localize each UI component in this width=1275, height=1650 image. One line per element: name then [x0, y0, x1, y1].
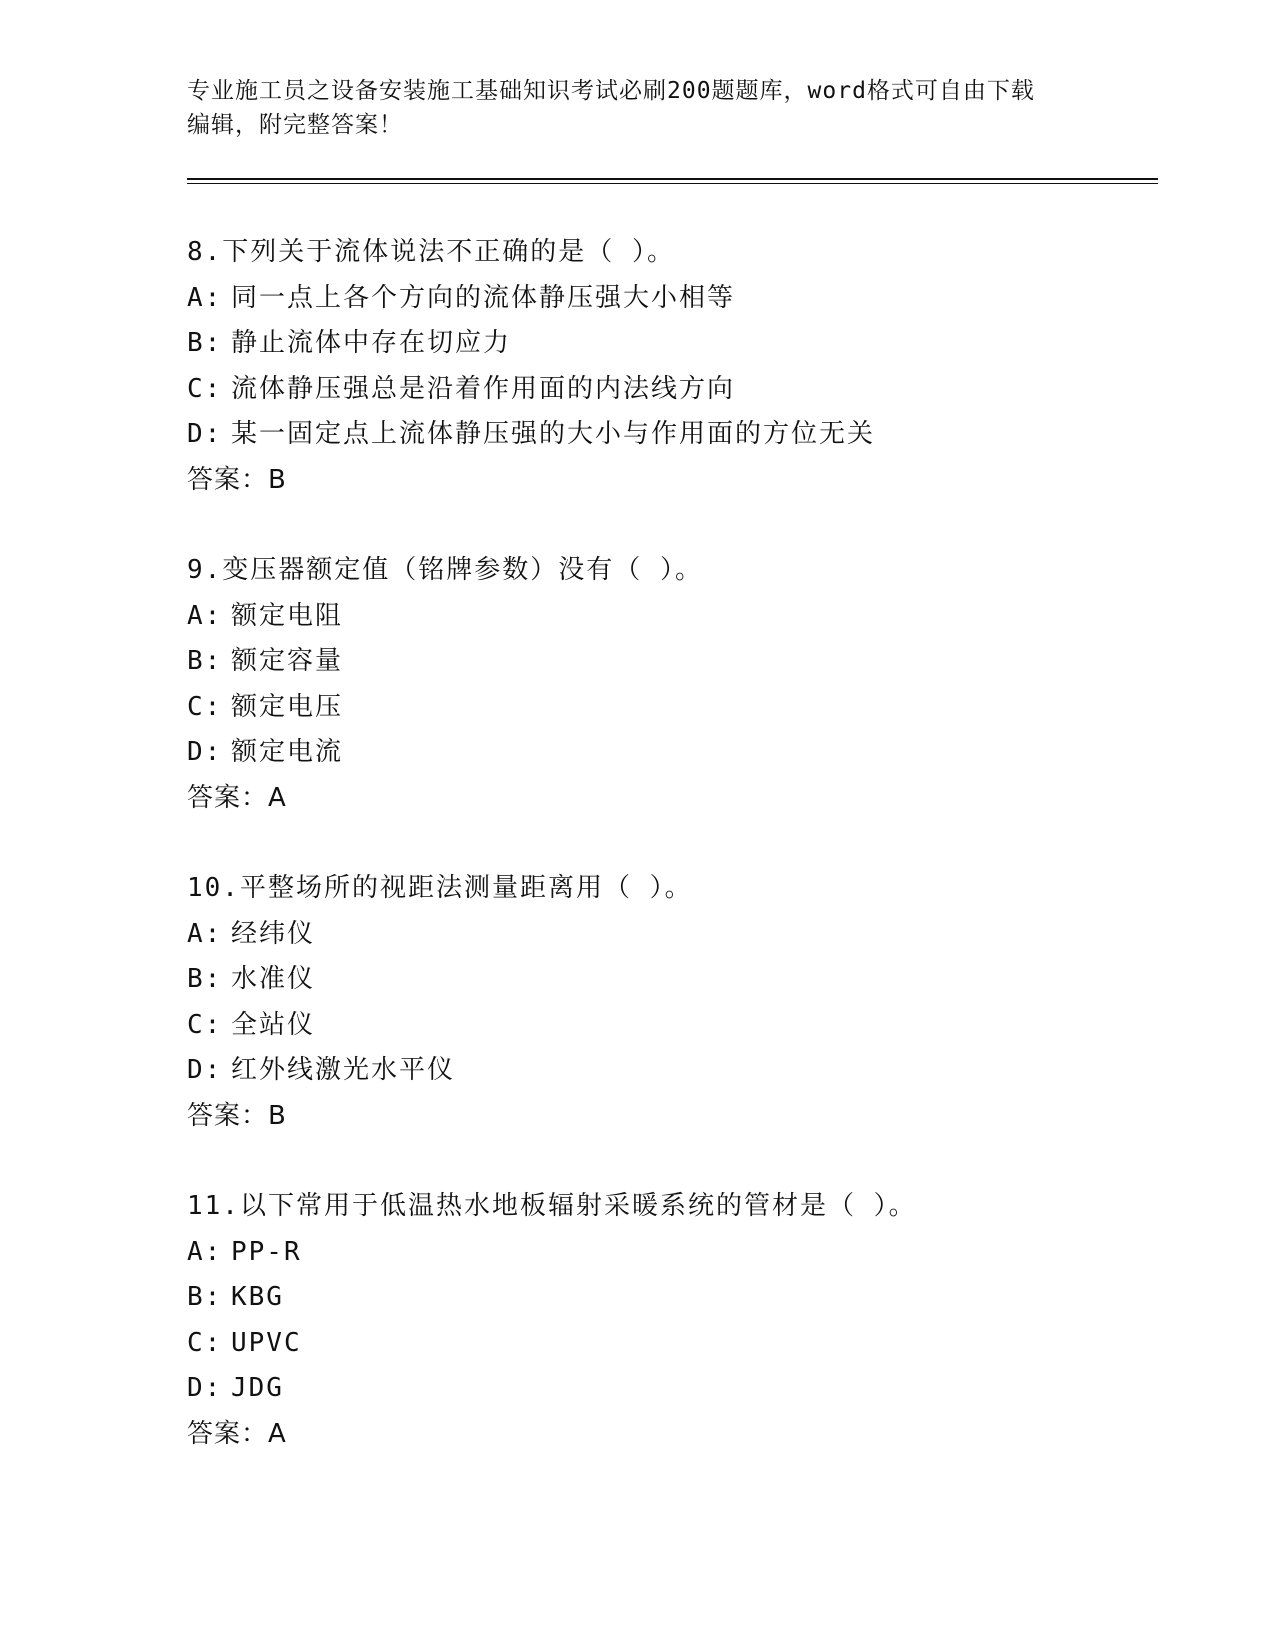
option-text: JDG: [231, 1373, 284, 1404]
option-c: [187, 367, 1167, 413]
header-divider-thick: [187, 178, 1158, 180]
option-text: 静止流体中存在切应力: [231, 328, 512, 359]
option-b: [187, 639, 1167, 685]
question-stem: 9.变压器额定值（铭牌参数）没有（ ）。: [187, 555, 703, 585]
question-block: [187, 548, 1167, 822]
question-stem: 10.平整场所的视距法测量距离用（ ）。: [187, 873, 693, 903]
option-letter: D:: [187, 737, 223, 768]
option-letter: B:: [187, 1282, 223, 1313]
question-block: [187, 230, 1167, 504]
option-c: [187, 1321, 1167, 1367]
option-d: [187, 1366, 1167, 1412]
answer-line: 答案：B: [187, 1100, 287, 1131]
question-block: [187, 866, 1167, 1140]
option-a: [187, 276, 1167, 322]
option-text: 水准仪: [231, 964, 316, 995]
option-text: 某一固定点上流体静压强的大小与作用面的方位无关: [231, 419, 876, 450]
option-a: [187, 1230, 1167, 1276]
answer-line: 答案：B: [187, 464, 287, 495]
option-letter: B:: [187, 964, 223, 995]
question-block: [187, 1184, 1167, 1458]
option-text: KBG: [231, 1282, 284, 1313]
option-d: [187, 730, 1167, 776]
option-text: PP-R: [231, 1236, 302, 1267]
option-letter: B:: [187, 328, 223, 359]
option-text: 经纬仪: [231, 918, 316, 949]
document-header: [187, 74, 1067, 142]
option-a: [187, 912, 1167, 958]
option-letter: C:: [187, 373, 223, 404]
option-letter: D:: [187, 1055, 223, 1086]
header-divider-thin: [187, 183, 1158, 184]
question-stem: 8.下列关于流体说法不正确的是（ ）。: [187, 237, 675, 267]
option-b: [187, 957, 1167, 1003]
option-letter: C:: [187, 691, 223, 722]
option-b: [187, 321, 1167, 367]
option-text: 额定电流: [231, 737, 344, 768]
option-text: 额定电阻: [231, 600, 344, 631]
option-letter: A:: [187, 600, 223, 631]
option-letter: B:: [187, 646, 223, 677]
option-text: 额定电压: [231, 691, 344, 722]
option-a: [187, 594, 1167, 640]
option-text: UPVC: [231, 1327, 302, 1358]
header-line-1: 专业施工员之设备安装施工基础知识考试必刷200题题库，word格式可自由下载: [187, 78, 1035, 104]
question-stem: 11.以下常用于低温热水地板辐射采暖系统的管材是（ ）。: [187, 1191, 917, 1221]
option-c: [187, 1003, 1167, 1049]
header-line-2: 编辑，附完整答案！: [187, 112, 403, 138]
option-text: 全站仪: [231, 1009, 316, 1040]
answer-line: 答案：A: [187, 782, 287, 813]
option-letter: C:: [187, 1009, 223, 1040]
option-letter: A:: [187, 918, 223, 949]
option-text: 同一点上各个方向的流体静压强大小相等: [231, 282, 736, 313]
option-letter: C:: [187, 1327, 223, 1358]
option-text: 红外线激光水平仪: [231, 1055, 456, 1086]
option-d: [187, 1048, 1167, 1094]
option-text: 额定容量: [231, 646, 344, 677]
option-letter: D:: [187, 1373, 223, 1404]
option-d: [187, 412, 1167, 458]
option-c: [187, 685, 1167, 731]
option-text: 流体静压强总是沿着作用面的内法线方向: [231, 373, 736, 404]
option-letter: A:: [187, 1236, 223, 1267]
option-letter: D:: [187, 419, 223, 450]
option-b: [187, 1275, 1167, 1321]
answer-line: 答案：A: [187, 1418, 287, 1449]
option-letter: A:: [187, 282, 223, 313]
